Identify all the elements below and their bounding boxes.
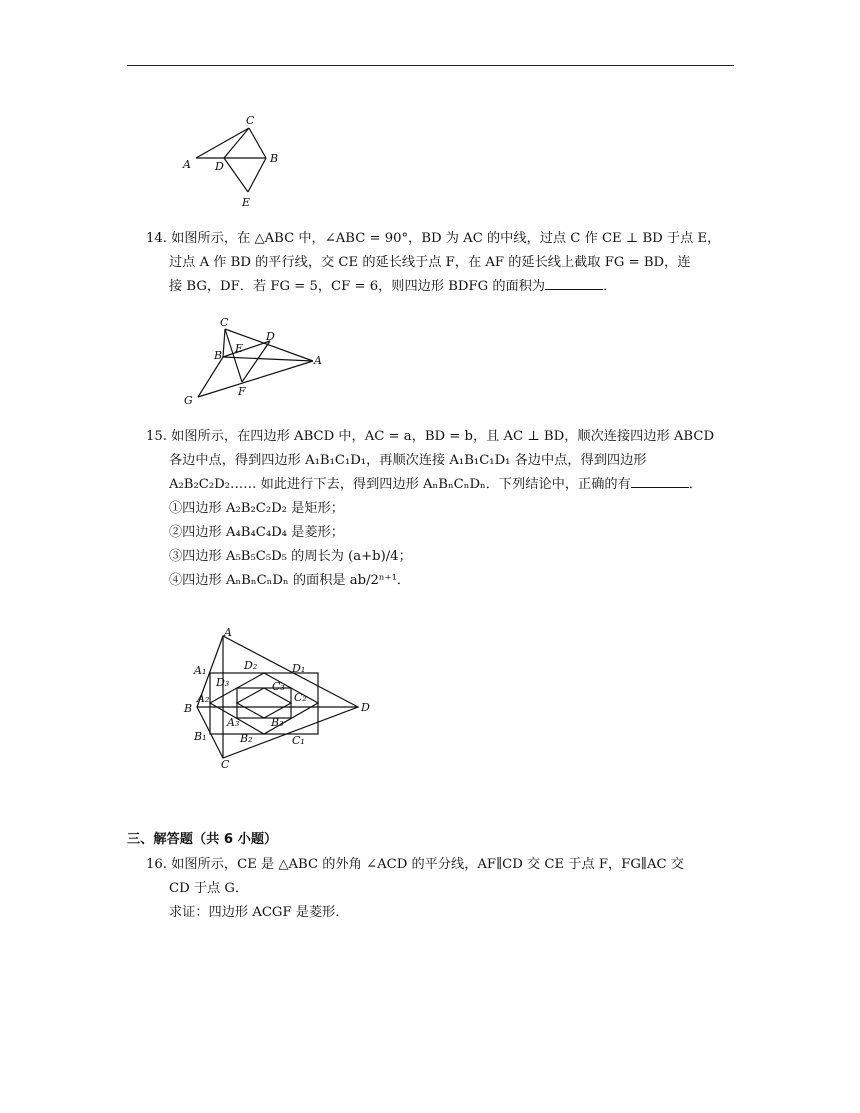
- label-B: B: [184, 702, 193, 715]
- question-16: [146, 853, 738, 925]
- q16-line-3: 求证：四边形 ACGF 是菱形．: [169, 905, 349, 920]
- q14-line-3: [146, 275, 738, 299]
- segment-AC: [196, 128, 249, 158]
- q15-line-1: 15. 如图所示，在四边形 ABCD 中，AC = a，BD = b，且 AC ⊥ BD，顺次连接四边形 ABCD: [146, 429, 715, 444]
- segment-CB: [249, 128, 266, 158]
- label-C: C: [221, 758, 230, 771]
- label-B1: B₁: [194, 730, 207, 743]
- q15-option-1: ①四边形 A₂B₂C₂D₂ 是矩形；: [169, 501, 344, 516]
- header-rule: [127, 65, 734, 66]
- label-B3: B₃: [271, 716, 284, 729]
- segment-BA: [223, 357, 313, 361]
- segment-BE: [248, 158, 266, 192]
- label-C: C: [246, 114, 255, 127]
- q14-line-3-end: ．: [603, 279, 617, 294]
- label-C2: C₂: [294, 691, 307, 704]
- label-A: A: [183, 158, 191, 171]
- q15-line-2: 各边中点，得到四边形 A₁B₁C₁D₁，再顺次连接 A₁B₁C₁D₁ 各边中点，得到四边形: [169, 453, 647, 468]
- label-A: A: [224, 626, 232, 639]
- q16-line-1: 16. 如图所示，CE 是 △ABC 的外角 ∠ACD 的平分线，AF∥CD 交 CE 于点 F，FG∥AC 交: [146, 857, 684, 872]
- label-D: D: [266, 330, 275, 343]
- q15-option-3: ③四边形 A₅B₅C₅D₅ 的周长为 (a+b)/4；: [169, 549, 412, 564]
- q15-option-2: ②四边形 A₄B₄C₄D₄ 是菱形；: [169, 525, 344, 540]
- segment-GA: [198, 361, 313, 397]
- q15-line-3-end: ．: [688, 477, 702, 492]
- label-A3: A₃: [227, 716, 240, 729]
- q14-line-3-text: 接 BG，DF．若 FG = 5，CF = 6，则四边形 BDFG 的面积为: [169, 279, 546, 294]
- label-A1: A₁: [194, 664, 207, 677]
- label-E: E: [242, 196, 251, 209]
- label-G: G: [184, 394, 193, 407]
- question-14: [146, 227, 738, 299]
- label-B: B: [214, 349, 223, 362]
- label-D3: D₃: [216, 676, 230, 689]
- label-C: C: [220, 316, 229, 329]
- label-C1: C₁: [292, 734, 305, 747]
- segment-DE: [224, 158, 248, 192]
- segment-CB: [223, 329, 225, 357]
- label-E: E: [235, 342, 244, 355]
- label-D: D: [215, 160, 224, 173]
- section-heading-3: 三、解答题（共 6 小题）: [127, 832, 278, 847]
- q15-option-4: ④四边形 AₙBₙCₙDₙ 的面积是 ab/2ⁿ⁺¹．: [169, 573, 411, 588]
- q15-line-3: [146, 473, 738, 497]
- label-B2: B₂: [240, 732, 253, 745]
- answer-blank-14: [545, 275, 603, 290]
- label-A: A: [314, 354, 322, 367]
- label-A2: A₂: [197, 692, 210, 705]
- q15-line-3-text: A₂B₂C₂D₂…… 如此进行下去，得到四边形 AₙBₙCₙDₙ．下列结论中，正确的有: [169, 477, 631, 492]
- question-15: [146, 425, 738, 593]
- label-D: D: [361, 701, 370, 714]
- q14-line-1: 14. 如图所示，在 △ABC 中，∠ABC = 90°，BD 为 AC 的中线，过点 C 作 CE ⊥ BD 于点 E，: [146, 231, 721, 246]
- q16-line-2: CD 于点 G．: [169, 881, 249, 896]
- label-D1: D₁: [292, 662, 306, 675]
- label-D2: D₂: [244, 659, 258, 672]
- segment-BG: [198, 357, 223, 397]
- answer-blank-15: [631, 473, 689, 488]
- q14-line-2: 过点 A 作 BD 的平行线，交 CE 的延长线于点 F，在 AF 的延长线上截取 FG = BD，连: [169, 255, 691, 270]
- label-C3: C₃: [272, 680, 285, 693]
- label-F: F: [238, 385, 246, 398]
- figure-q13: [170, 110, 290, 210]
- segment-CD: [224, 128, 249, 158]
- figure-q15: [180, 622, 380, 772]
- figure-q14: [180, 312, 330, 412]
- label-B: B: [270, 152, 279, 165]
